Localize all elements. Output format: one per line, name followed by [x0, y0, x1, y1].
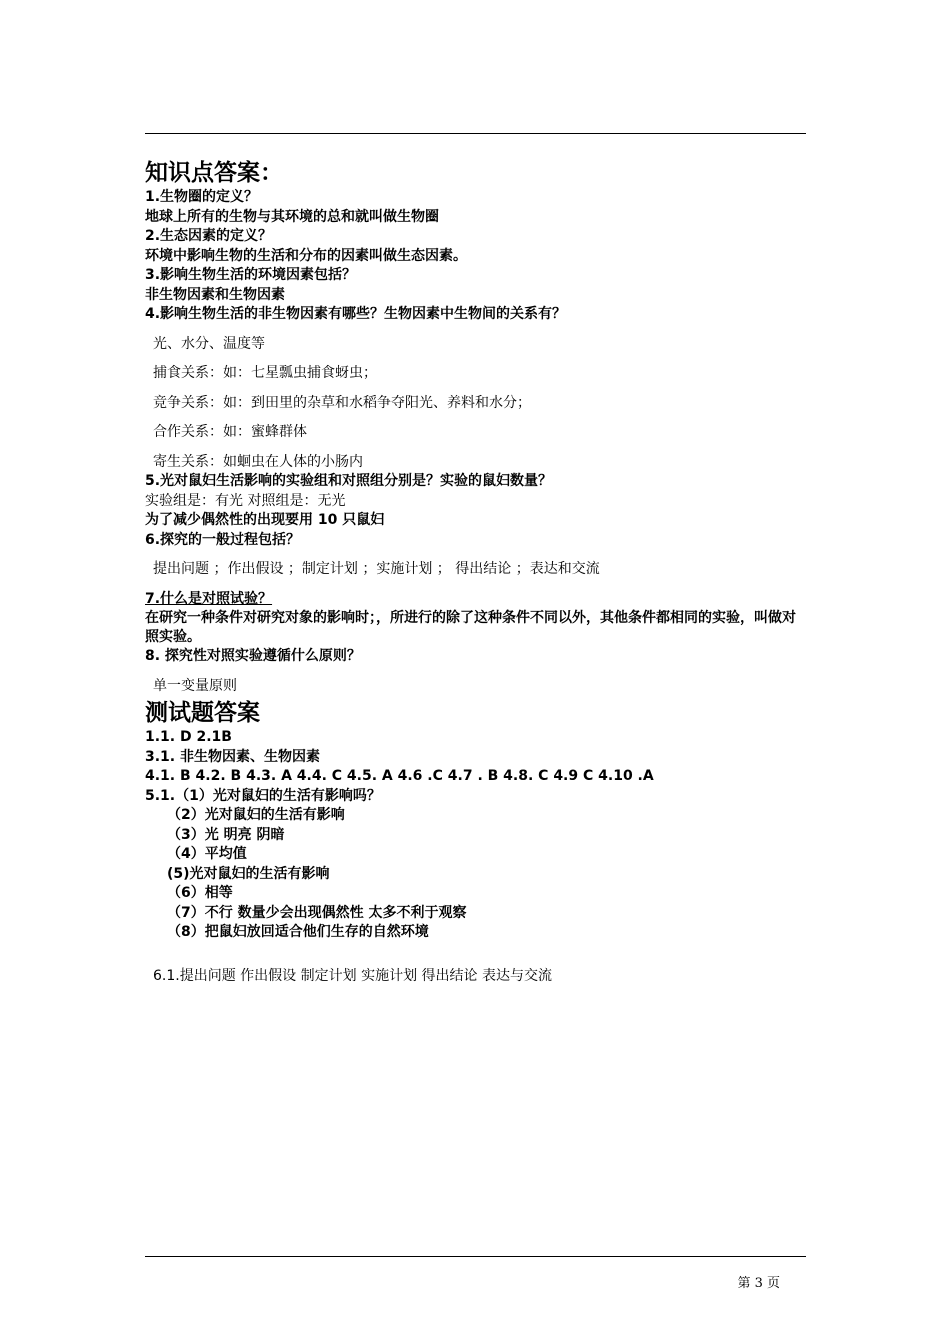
knowledge-line: 在研究一种条件对研究对象的影响时；，所进行的除了这种条件不同以外，其他条件都相同的实验，叫做对照实验。 [145, 610, 796, 645]
test-line: （8）把鼠妇放回适合他们生存的自然环境 [167, 924, 429, 940]
header-rule [145, 133, 806, 134]
test-line: 4.1. B 4.2. B 4.3. A 4.4. C 4.5. A 4.6 .C 4.7 . B 4.8. C 4.9 C 4.10 .A [145, 768, 654, 784]
knowledge-line: 为了减少偶然性的出现要用 10 只鼠妇 [145, 512, 385, 528]
test-line: （6）相等 [167, 885, 233, 901]
knowledge-line: 4.影响生物生活的非生物因素有哪些？生物因素中生物间的关系有？ [145, 306, 567, 322]
page-number: 第 3 页 [737, 1276, 780, 1291]
knowledge-line: 单一变量原则 [153, 677, 237, 694]
knowledge-line: 1.生物圈的定义？ [145, 189, 259, 205]
knowledge-line: 5.光对鼠妇生活影响的实验组和对照组分别是？实验的鼠妇数量？ [145, 473, 553, 489]
knowledge-line: 寄生关系：如蛔虫在人体的小肠内 [153, 453, 363, 470]
knowledge-line: 捕食关系：如：七星瓢虫捕食蚜虫； [153, 365, 377, 381]
knowledge-line: 提出问题 ；作出假设 ；制定计划 ；实施计划 ； 得出结论 ；表达和交流 [153, 561, 600, 577]
knowledge-line: 非生物因素和生物因素 [145, 286, 285, 303]
knowledge-answers [145, 188, 807, 696]
footer-rule [145, 1256, 806, 1257]
test-line: （2）光对鼠妇的生活有影响 [167, 807, 345, 823]
document-body [145, 158, 807, 986]
test-answers [145, 728, 807, 943]
knowledge-line: 实验组是：有光 对照组是：无光 [145, 492, 346, 509]
knowledge-line: 8. 探究性对照实验遵循什么原则？ [145, 648, 361, 664]
knowledge-line: 6.探究的一般过程包括？ [145, 531, 301, 548]
test-line: （4）平均值 [167, 846, 247, 862]
knowledge-line: 地球上所有的生物与其环境的总和就叫做生物圈 [145, 208, 439, 225]
section-title-knowledge: 知识点答案： [145, 160, 283, 186]
test-line: （7）不行 数量少会出现偶然性 太多不利于观察 [167, 904, 467, 921]
knowledge-line: 光、水分、温度等 [153, 335, 265, 352]
answer-line-final: 6.1.提出问题 作出假设 制定计划 实施计划 得出结论 表达与交流 [153, 967, 552, 984]
test-line: 5.1.（1）光对鼠妇的生活有影响吗？ [145, 787, 381, 804]
knowledge-line: 2.生态因素的定义？ [145, 228, 273, 244]
test-line: （3）光 明亮 阴暗 [167, 826, 285, 843]
knowledge-line: 竞争关系：如：到田里的杂草和水稻争夺阳光、养料和水分； [153, 394, 531, 411]
knowledge-line: 环境中影响生物的生活和分布的因素叫做生态因素。 [145, 247, 467, 264]
knowledge-line: 7.什么是对照试验？ [145, 590, 273, 607]
knowledge-line: 合作关系：如：蜜蜂群体 [153, 424, 307, 440]
knowledge-line: 3.影响生物生活的环境因素包括？ [145, 267, 357, 283]
test-line: 1.1. D 2.1B [145, 729, 232, 745]
test-line: 3.1. 非生物因素、生物因素 [145, 748, 320, 765]
section-title-test: 测试题答案 [145, 700, 260, 726]
test-line: (5)光对鼠妇的生活有影响 [167, 865, 330, 882]
